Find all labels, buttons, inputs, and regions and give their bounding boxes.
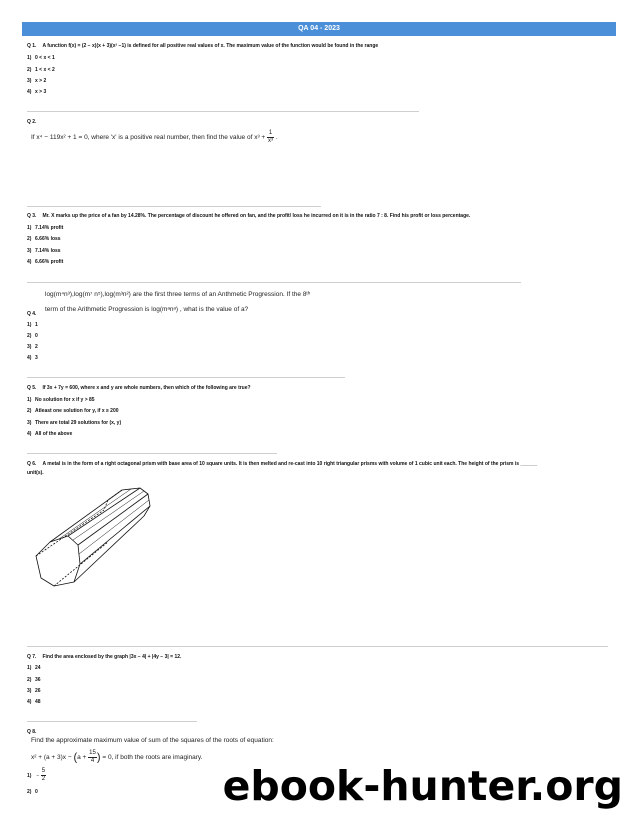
divider bbox=[27, 646, 608, 647]
option[interactable]: 2) 1 < x < 2 bbox=[27, 67, 55, 73]
option[interactable]: 1) 24 bbox=[27, 665, 41, 671]
octagonal-prism-figure bbox=[26, 482, 176, 590]
option[interactable]: 2) 6.66% loss bbox=[27, 236, 61, 242]
page-header: QA 04 - 2023 bbox=[22, 22, 616, 36]
option[interactable]: 1) 1 bbox=[27, 322, 38, 328]
question-8-text: Find the approximate maximum value of sum of the squares of the roots of equation: bbox=[31, 737, 274, 744]
divider bbox=[27, 453, 277, 454]
question-text: A metal is in the form of a right octagonal prism with base area of 10 square units. It is then melted and re-cast into 10 right triangular prisms with volume of 1 cubic unit each. The height of the prism is ______ bbox=[42, 461, 538, 467]
option[interactable]: 3) 26 bbox=[27, 688, 41, 694]
question-text: A function f(x) = (2 − x)(x + 3)(x² −1) is defined for all positive real values of x. The maximum value of the function would be found in the range bbox=[42, 43, 379, 49]
question-text: Find the area enclosed by the graph |3x − 4| + |4y − 3| = 12. bbox=[42, 654, 182, 660]
option[interactable]: 1) No solution for x if y > 85 bbox=[27, 397, 95, 403]
option[interactable]: 1) − $\frac{5}{2}$ bbox=[27, 768, 46, 782]
question-4-line2: term of the Arithmetic Progression is log(mᵃnᵃ) , what is the value of a? bbox=[45, 306, 249, 313]
option[interactable]: 3) There are total 29 solutions for (x, y) bbox=[27, 420, 122, 426]
fraction: $\frac{1}{\text{x³}}$ bbox=[268, 130, 274, 144]
question-2-text: If x⁴ − 119x² + 1 = 0, where 'x' is a positive real number, then find the value of x³ + $\frac{1}{\text{x³}}$ . bbox=[31, 130, 278, 144]
divider bbox=[27, 282, 521, 283]
divider bbox=[27, 206, 321, 207]
question-8-equation: x² + (a + 3)x − (a + $\frac{15}{4}$ ) = 0, if both the roots are imaginary. bbox=[31, 750, 203, 764]
question-4-number: Q 4. bbox=[27, 311, 37, 317]
option[interactable]: 4) 48 bbox=[27, 699, 41, 705]
question-2-number: Q 2. bbox=[27, 119, 37, 125]
question-text: If 3x + 7y = 600, where x and y are whole numbers, then which of the following are true? bbox=[42, 385, 251, 391]
fraction: $\frac{15}{4}$ bbox=[89, 750, 96, 764]
option[interactable]: 4) x > 3 bbox=[27, 89, 47, 95]
watermark: ebook-hunter.org bbox=[222, 762, 623, 810]
question-1 bbox=[27, 43, 378, 49]
option[interactable]: 4) All of the above bbox=[27, 431, 73, 437]
option[interactable]: 2) 36 bbox=[27, 677, 41, 683]
question-number: Q 1. bbox=[27, 43, 37, 49]
divider bbox=[27, 377, 345, 378]
question-number: Q 3. bbox=[27, 213, 37, 219]
option[interactable]: 4) 3 bbox=[27, 355, 38, 361]
question-7 bbox=[27, 654, 181, 660]
option[interactable]: 2) 0 bbox=[27, 333, 38, 339]
question-number: Q 5. bbox=[27, 385, 37, 391]
option[interactable]: 2) Atleast one solution for y, if x ≥ 200 bbox=[27, 408, 119, 414]
question-8-number: Q 8. bbox=[27, 729, 37, 735]
question-text: Mr. X marks up the price of a fan by 14.28%. The percentage of discount he offered on fan, and the profit/ loss he incurred on it is in the ratio 7 : 8. Find his profit or loss percentage. bbox=[42, 213, 471, 219]
question-6-text-cont: unit(s). bbox=[27, 470, 44, 476]
question-6 bbox=[27, 461, 537, 467]
question-3 bbox=[27, 213, 470, 219]
option[interactable]: 4) 6.66% profit bbox=[27, 259, 64, 265]
option[interactable]: 1) 0 < x < 1 bbox=[27, 55, 55, 61]
option[interactable]: 3) x > 2 bbox=[27, 78, 47, 84]
option[interactable]: 2) 0 bbox=[27, 789, 38, 795]
option[interactable]: 3) 7.14% loss bbox=[27, 248, 61, 254]
fraction: $\frac{5}{2}$ bbox=[41, 768, 46, 782]
question-number: Q 7. bbox=[27, 654, 37, 660]
question-number: Q 6. bbox=[27, 461, 37, 467]
question-4-line1: log(m⁴n³),log(m⁷ n⁵),log(m³n²) are the first three terms of an Anthmetic Progression. If the 8ᵗʰ bbox=[45, 291, 311, 298]
question-5 bbox=[27, 385, 251, 391]
divider bbox=[27, 721, 197, 722]
option[interactable]: 3) 2 bbox=[27, 344, 38, 350]
option[interactable]: 1) 7.14% profit bbox=[27, 225, 64, 231]
divider bbox=[27, 111, 419, 112]
